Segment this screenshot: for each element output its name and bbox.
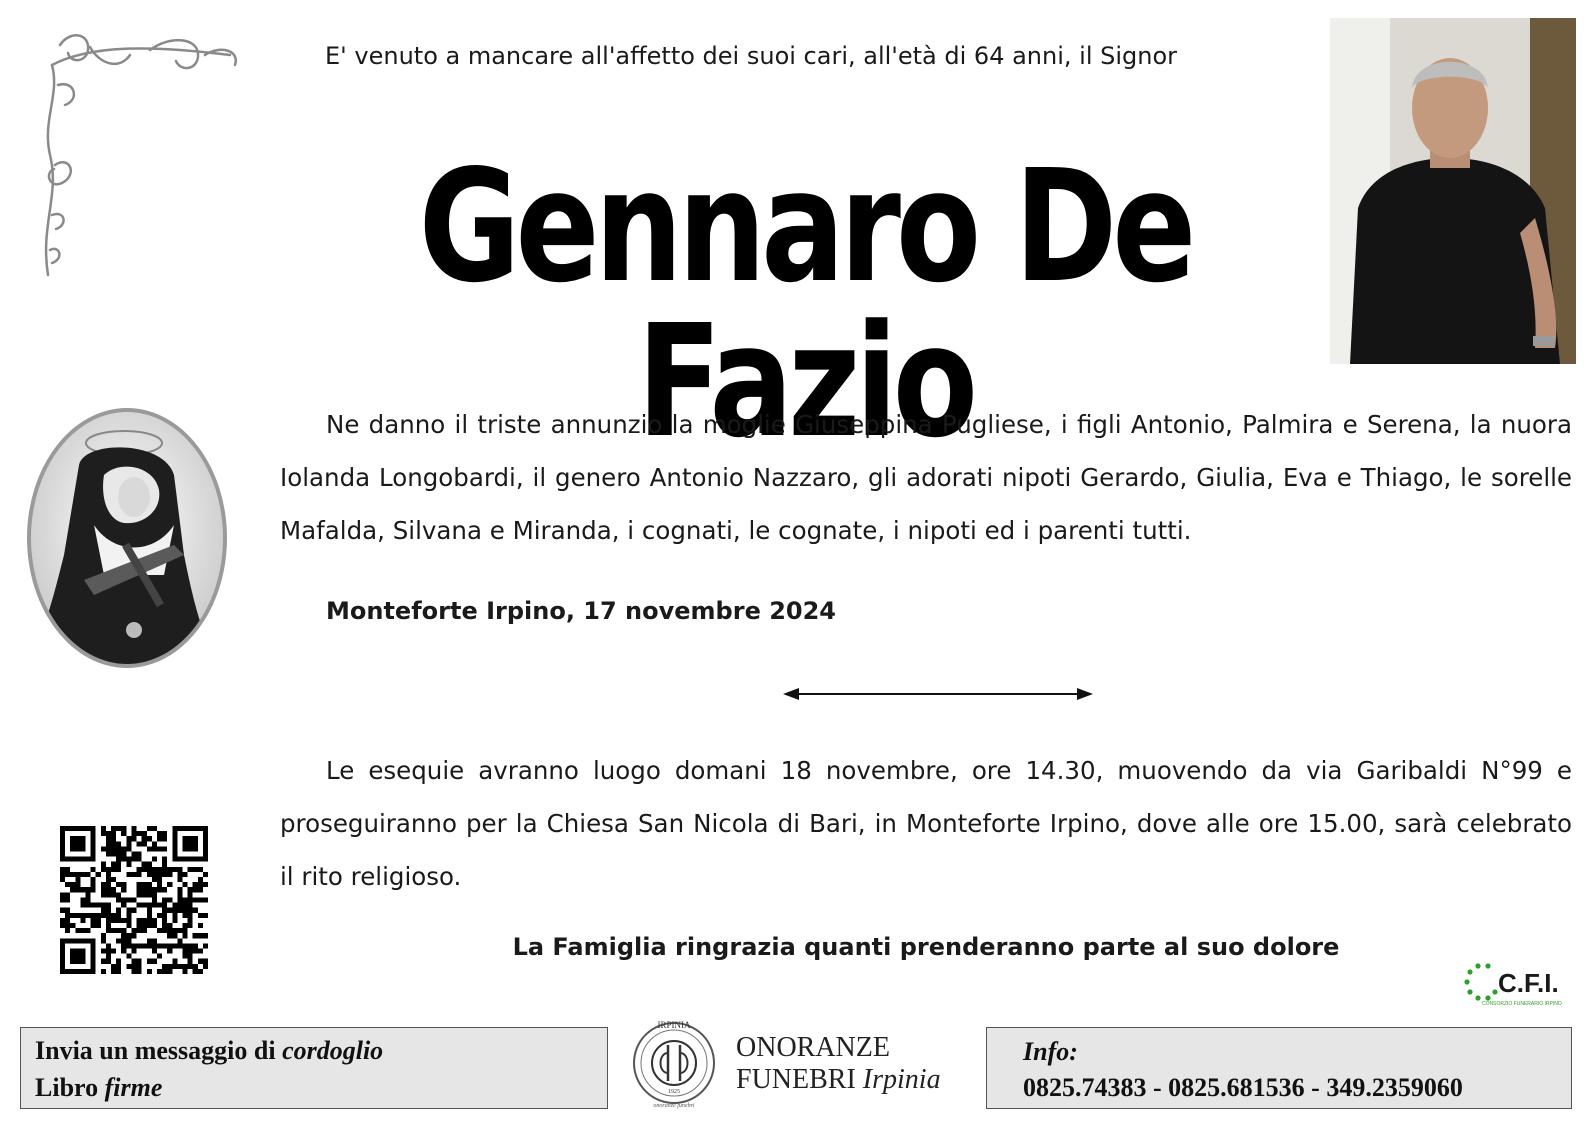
send-condolence-link[interactable] — [35, 1032, 593, 1069]
qr-code-icon[interactable] — [60, 826, 208, 974]
place-date: Monteforte Irpino, 17 novembre 2024 — [326, 597, 836, 625]
info-phones[interactable]: 0825.74383 - 0825.681536 - 349.2359060 — [1023, 1073, 1463, 1102]
family-thanks: La Famiglia ringrazia quanti prenderanno parte al suo dolore — [512, 933, 1340, 961]
seal-year: 1925 — [668, 1089, 680, 1095]
funeral-home-line2-prefix: FUNEBRI — [736, 1064, 863, 1095]
funeral-home-line2 — [736, 1064, 941, 1096]
deceased-photo — [1330, 18, 1576, 364]
send-condolence-prefix: Invia un messaggio di — [35, 1036, 283, 1065]
seal-top-text: IRPINIA — [657, 1020, 691, 1030]
funeral-home-name — [736, 1032, 941, 1096]
cfi-logo-subtext: CONSORZIO FUNERARIO IRPINO — [1482, 1001, 1562, 1007]
corner-ornament-icon — [30, 25, 250, 295]
info-box — [986, 1027, 1572, 1109]
cfi-logo — [1462, 958, 1572, 1008]
guestbook-prefix: Libro — [35, 1073, 105, 1102]
announcement-paragraph: Ne danno il triste annunzio la moglie Giuseppina Pugliese, i figli Antonio, Palmira e Serena, la nuora Iolanda Longobardi, il genero Antonio Nazzaro, gli adorati nipoti Gerardo, Giulia, Eva e Thiago, le sorelle Mafalda, Silvana e Miranda, i cognati, le cognate, i nipoti ed i parenti tutti. — [280, 410, 1572, 545]
info-label: Info: — [1023, 1037, 1078, 1066]
funeral-details-paragraph: Le esequie avranno luogo domani 18 novembre, ore 14.30, muovendo da via Garibaldi N°99 e proseguiranno per la Chiesa San Nicola di Bari, in Monteforte Irpino, dove alle ore 15.00, sarà celebrato il rito religioso. — [280, 756, 1572, 891]
guestbook-link[interactable] — [35, 1069, 593, 1106]
funeral-home-seal-icon — [628, 1011, 720, 1111]
saint-portrait-icon — [24, 405, 230, 671]
intro-text: E' venuto a mancare all'affetto dei suoi cari, all'età di 64 anni, il Signor — [325, 42, 1178, 70]
funeral-home-line2-italic: Irpinia — [862, 1064, 941, 1095]
guestbook-italic: firme — [104, 1073, 163, 1102]
cfi-logo-text: C.F.I. — [1498, 968, 1559, 998]
double-arrow-icon — [783, 686, 1093, 702]
condolence-box[interactable] — [20, 1027, 608, 1109]
seal-bottom-text: onoranze funebri — [653, 1103, 695, 1109]
deceased-name: Gennaro De Fazio — [418, 137, 1192, 473]
send-condolence-italic: cordoglio — [282, 1036, 384, 1065]
funeral-home-line1: ONORANZE — [736, 1032, 890, 1063]
